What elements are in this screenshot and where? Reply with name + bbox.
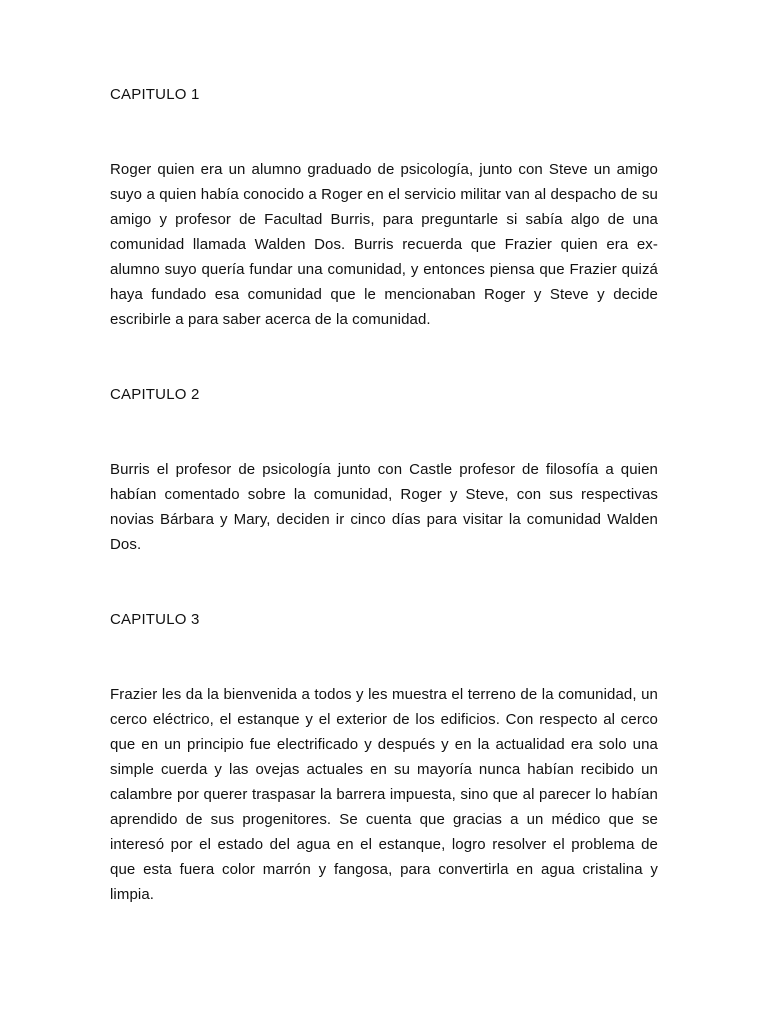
chapter-3-paragraph: Frazier les da la bienvenida a todos y les muestra el terreno de la comunidad, un cerco eléctrico, el estanque y el exterior de los edificios. Con respecto al cerco que en un principio fue electrificado y después y en la actualidad era solo una simple cuerda y las ovejas actuales en su mayoría nunca habían recibido un calambre por querer traspasar la barrera impuesta, sino que al parecer lo habían aprendido de sus progenitores. Se cuenta que gracias a un médico que se interesó por el estado del agua en el estanque, logro resolver el problema de que esta fuera color marrón y fangosa, para convertirla en agua cristalina y limpia. [110,686,658,903]
chapter-2-heading: CAPITULO 2 [110,386,200,403]
chapter-3-heading: CAPITULO 3 [110,611,200,628]
chapter-2-paragraph: Burris el profesor de psicología junto con Castle profesor de filosofía a quien habían comentado sobre la comunidad, Roger y Steve, con sus respectivas novias Bárbara y Mary, deciden ir cinco días para visitar la comunidad Walden Dos. [110,461,658,553]
chapter-1-paragraph: Roger quien era un alumno graduado de psicología, junto con Steve un amigo suyo a quien había conocido a Roger en el servicio militar van al despacho de su amigo y profesor de Facultad Burris, para preguntarle si sabía algo de una comunidad llamada Walden Dos. Burris recuerda que Frazier quien era ex-alumno suyo quería fundar una comunidad, y entonces piensa que Frazier quizá haya fundado esa comunidad que le mencionaban Roger y Steve y decide escribirle a para saber acerca de la comunidad. [110,161,658,328]
chapter-1-heading: CAPITULO 1 [110,86,200,103]
